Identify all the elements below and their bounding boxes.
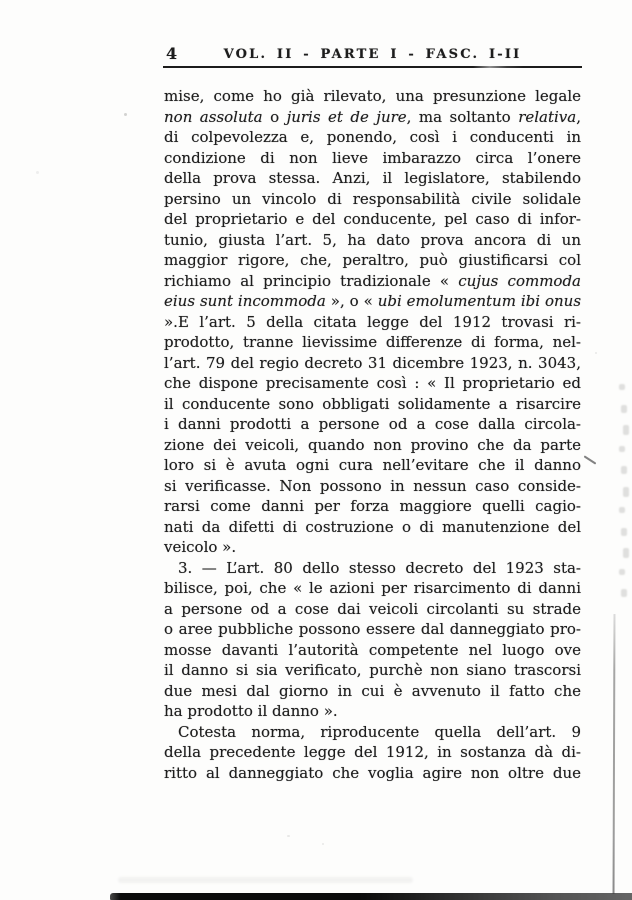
text-line: mise, come ho già rilevato, una presunzione legale bbox=[164, 87, 581, 105]
text-line: bilisce, poi, che « le azioni per risarcimento di danni bbox=[164, 579, 581, 597]
text-line: mosse davanti l’autorità competente nel luogo ove bbox=[164, 640, 581, 659]
bleedthrough-mark bbox=[623, 425, 629, 435]
text-line: il conducente sono obbligati solidamente a risarcire bbox=[164, 394, 581, 413]
text-line: di colpevolezza e, ponendo, così i conducenti in bbox=[164, 128, 581, 146]
text-line: nati da difetti di costruzione o di manutenzione del bbox=[164, 517, 581, 536]
paper-speck bbox=[322, 843, 324, 845]
text-line: due mesi dal giorno in cui è avvenuto il fatto che bbox=[164, 681, 581, 700]
text-line: rarsi come danni per forza maggiore quelli cagio- bbox=[164, 497, 581, 515]
text-line: zione dei veicoli, quando non provino che da parte bbox=[164, 435, 581, 454]
paper-speck bbox=[124, 113, 127, 116]
text-line: richiamo al principio tradizionale « cujus commoda bbox=[164, 271, 581, 290]
bleedthrough-mark bbox=[619, 569, 625, 575]
paper-speck bbox=[36, 171, 39, 174]
bottom-scan-bar bbox=[110, 893, 632, 900]
bleedthrough-mark bbox=[623, 487, 629, 497]
scan-smudge bbox=[118, 877, 413, 883]
ink-stray-mark bbox=[584, 455, 597, 464]
bleedthrough-mark bbox=[621, 466, 627, 474]
text-line: eius sunt incommoda », o « ubi emolumentum ibi onus ». bbox=[164, 292, 582, 331]
text-line: della prova stessa. Anzi, il legislatore, stabilendo bbox=[164, 169, 581, 187]
text-line: del proprietario e del conducente, pel caso di infor- bbox=[164, 210, 581, 228]
text-line: 3. — L’art. 80 dello stesso decreto del 1923 sta- bbox=[178, 558, 581, 577]
page-text bbox=[164, 86, 581, 783]
text-line: si verificasse. Non possono in nessun caso conside- bbox=[164, 476, 581, 495]
text-line: E l’art. 5 della citata legge del 1912 trovasi ri- bbox=[178, 312, 581, 331]
paper-speck bbox=[595, 352, 597, 354]
text-line: ha prodotto il danno ». bbox=[164, 702, 338, 720]
bleedthrough-mark bbox=[623, 548, 629, 558]
text-line: o aree pubbliche possono essere dal danneggiato pro- bbox=[164, 620, 581, 638]
bleedthrough-mark bbox=[621, 589, 627, 597]
bleedthrough-mark bbox=[619, 507, 625, 513]
text-line: il danno si sia verificato, purchè non siano trascorsi bbox=[164, 661, 581, 679]
page-number: 4 bbox=[166, 44, 179, 63]
text-line: non assoluta o juris et de jure, ma soltanto relativa, bbox=[164, 107, 581, 126]
paper-speck bbox=[287, 835, 290, 837]
bleedthrough-mark bbox=[621, 528, 627, 536]
bleedthrough-mark bbox=[619, 446, 625, 452]
text-line: che dispone precisamente così : « Il proprietario ed bbox=[164, 374, 581, 392]
running-header-title: VOL. II - PARTE I - FASC. I-II bbox=[223, 47, 522, 62]
text-line: condizione di non lieve imbarazzo circa l’onere bbox=[164, 148, 581, 167]
text-line: i danni prodotti a persone od a cose dalla circola- bbox=[164, 415, 581, 433]
text-line: della precedente legge del 1912, in sostanza dà di- bbox=[164, 743, 581, 761]
text-line: prodotto, tranne lievissime differenze di forma, nel- bbox=[164, 333, 581, 351]
text-line: maggior rigore, che, peraltro, può giustificarsi col bbox=[164, 251, 581, 269]
page-fold-line bbox=[613, 614, 616, 894]
page-header bbox=[163, 44, 582, 64]
text-line: tunio, giusta l’art. 5, ha dato prova ancora di un bbox=[164, 230, 581, 249]
text-line: l’art. 79 del regio decreto 31 dicembre 1923, n. 3043, bbox=[164, 353, 581, 372]
bleedthrough-mark bbox=[619, 384, 625, 390]
text-line: a persone od a cose dai veicoli circolanti su strade bbox=[164, 599, 581, 618]
header-rule bbox=[163, 66, 582, 68]
text-line: veicolo ». bbox=[164, 538, 237, 556]
text-line: Cotesta norma, riproducente quella dell’art. 9 bbox=[178, 722, 581, 741]
text-line: loro si è avuta ogni cura nell’evitare che il danno bbox=[164, 456, 581, 474]
bleedthrough-mark bbox=[621, 405, 627, 413]
text-line: persino un vincolo di responsabilità civile solidale bbox=[164, 189, 581, 208]
text-line: ritto al danneggiato che voglia agire non oltre due bbox=[164, 763, 581, 782]
